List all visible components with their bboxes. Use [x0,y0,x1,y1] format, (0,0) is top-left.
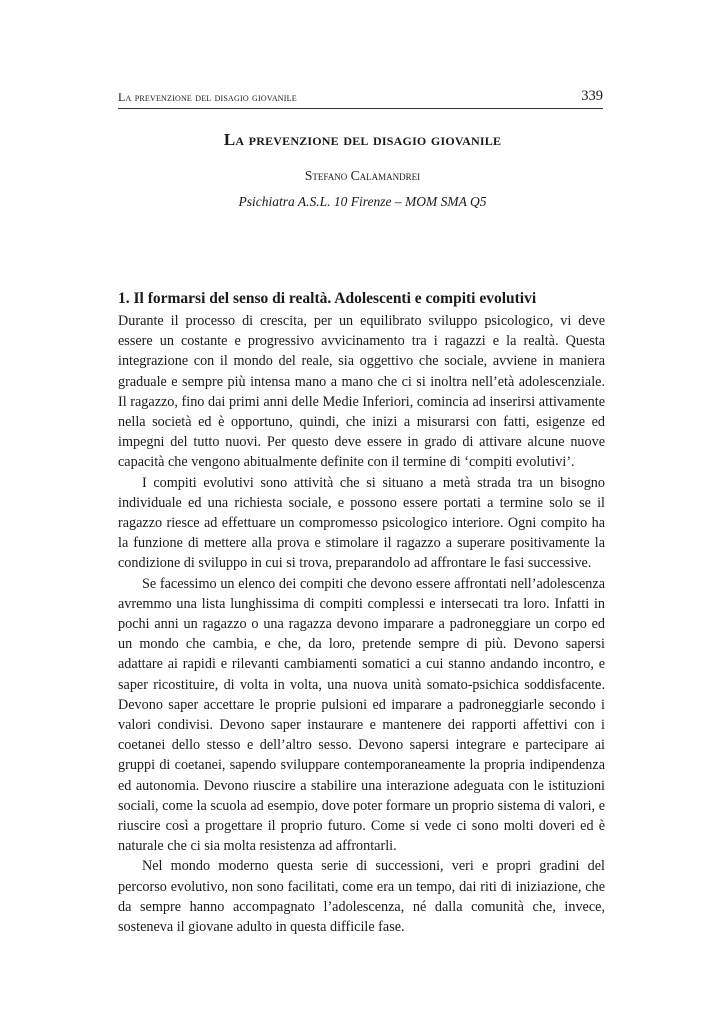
section-heading: 1. Il formarsi del senso di realtà. Adolescenti e compiti evolutivi [118,290,537,307]
paragraph: Nel mondo moderno questa serie di successioni, veri e propri gradini del percorso evolutivo, non sono facilitati, come era un tempo, dai riti di iniziazione, che da sempre hanno accompagnato l’adolescenza, né dalla comunità che, invece, sosteneva il giovane adulto in questa difficile fase. [118,858,605,936]
paragraph: Durante il processo di crescita, per un equilibrato sviluppo psicologico, vi deve essere un costante e progressivo avvicinamento tra i ragazzi e la realtà. Questa integrazione con il mondo del reale, sia oggettivo che sociale, avviene in maniera graduale e sempre più intensa mano a mano che ci si inoltra nell’età adolescenziale. Il ragazzo, fino dai primi anni delle Medie Inferiori, comincia ad inserirsi attivamente nella società ed è opportuno, quindi, che inizi a misurarsi con fatti, esigenze ed impegni del tutto nuovi. Per questo deve essere in grado di attivare alcune nuove capacità che vengono abitualmente definite con il termine di ‘compiti evolutivi’. [118,313,605,471]
running-title: La prevenzione del disagio giovanile [118,90,297,104]
running-header [118,88,603,109]
paragraph: Se facessimo un elenco dei compiti che devono essere affrontati nell’adolescenza avremmo una lista lunghissima di compiti complessi e intersecati tra loro. Infatti in pochi anni un ragazzo o una ragazza devono imparare a padroneggiare un corpo ed un mondo che cambia, e che, da loro, pretende sempre di più. Devono sapersi adattare ai rapidi e rilevanti cambiamenti somatici a cui stanno andando incontro, e saper ricostituire, di volta in volta, una nuova unità somato-psichica soddisfacente. Devono saper accettare le proprie pulsioni ed imparare a padroneggiarle secondo i valori condivisi. Devono saper instaurare e mantenere dei rapporti affettivi con i coetanei dello stesso e dell’altro sesso. Devono sapersi integrare e partecipare ai gruppi di coetanei, sapendo sviluppare contemporaneamente la propria indipendenza ed autonomia. Devono riuscire a stabilire una interazione adeguata con le istituzioni sociali, come la scuola ad esempio, dove poter formare un proprio sistema di valori, e riuscire così a progettare il proprio futuro. Come si vede ci sono molti doveri ed è naturale che ci sia molta resistenza ad affrontarli. [118,575,605,855]
article-title: La prevenzione del disagio giovanile [223,130,502,149]
paragraph: I compiti evolutivi sono attività che si situano a metà strada tra un bisogno individuale ed una richiesta sociale, e possono essere portati a termine solo se il ragazzo riesce ad effettuare un compromesso psicologico interiore. Ogni compito ha la funzione di mettere alla prova e stimolare il ragazzo a superare positivamente la condizione di sviluppo in cui si trova, preparandolo ad affrontare le fasi successive. [118,474,605,572]
author-affiliation: Psichiatra A.S.L. 10 Firenze – MOM SMA Q5 [238,194,487,209]
page-number: 339 [581,88,603,104]
body-text [118,311,605,937]
author-name: Stefano Calamandrei [304,168,421,183]
